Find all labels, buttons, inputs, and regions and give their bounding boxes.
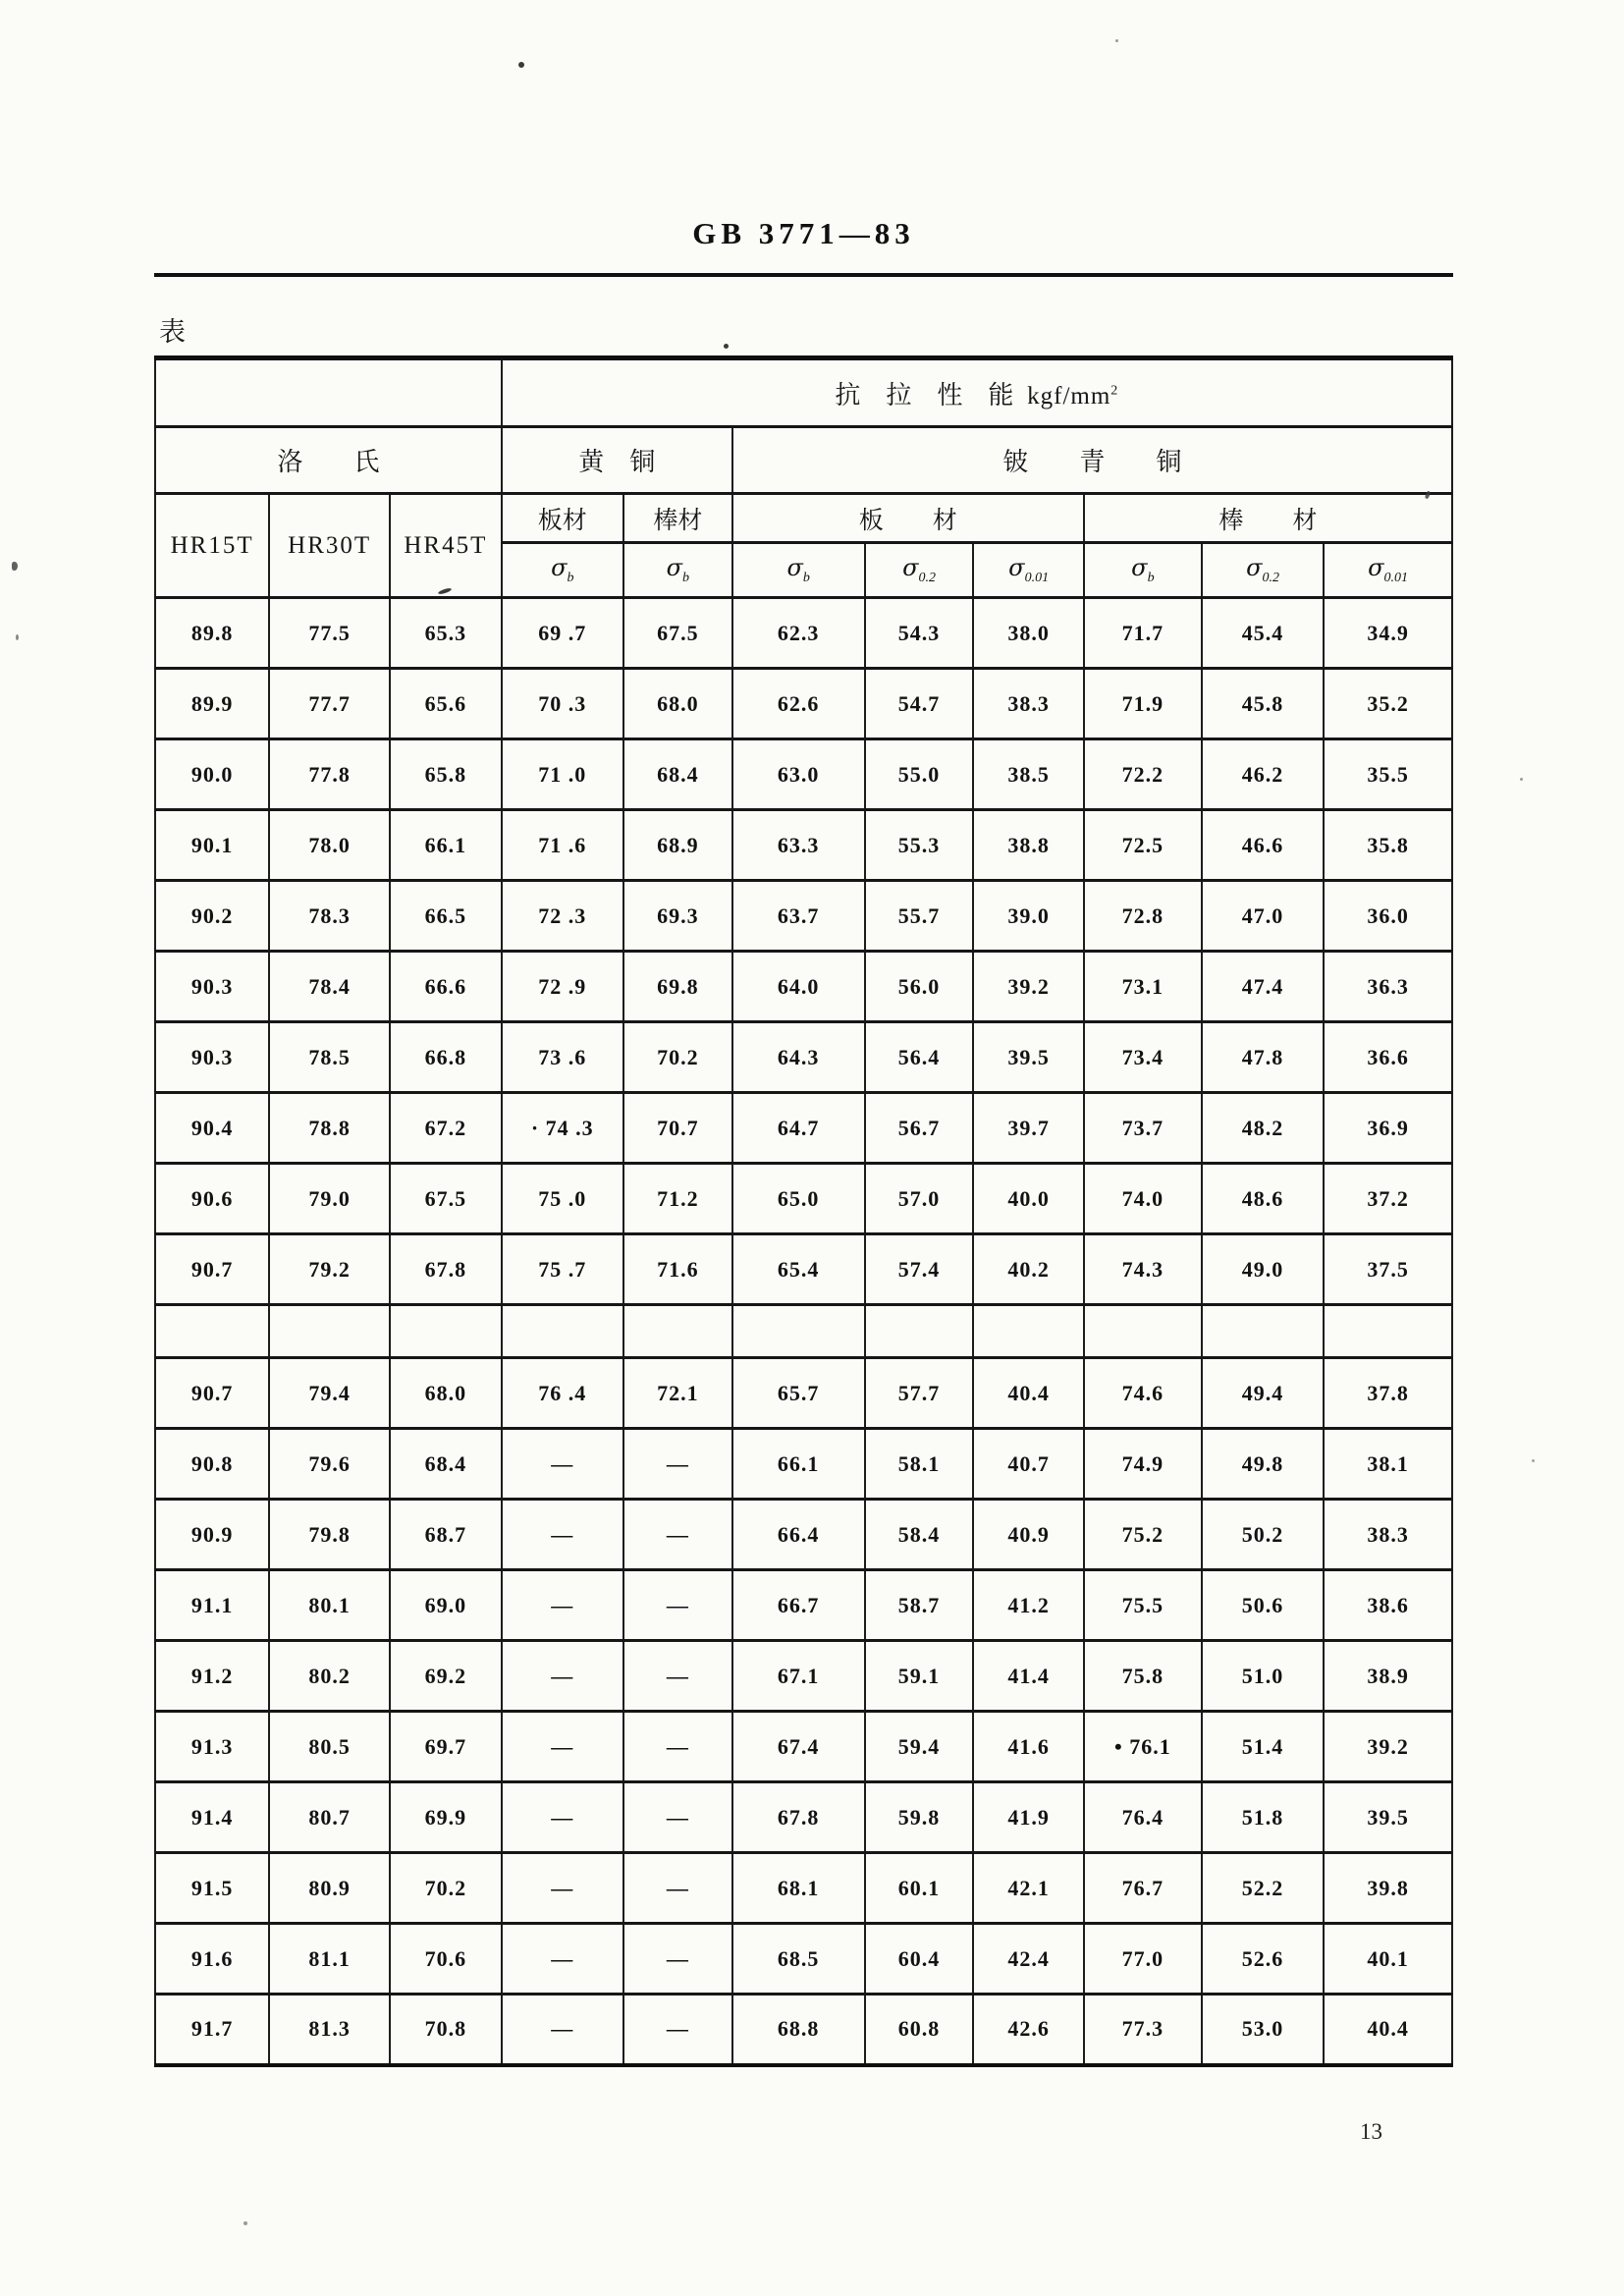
- table-cell: 65.7: [732, 1358, 865, 1429]
- table-cell: [865, 1305, 974, 1358]
- table-cell: 40.2: [973, 1234, 1083, 1305]
- table-cell: 36.6: [1324, 1022, 1452, 1093]
- table-cell: 65.6: [390, 669, 502, 739]
- table-cell: 38.1: [1324, 1429, 1452, 1500]
- header-sigma-brass-bar: σb: [623, 543, 732, 598]
- table-cell: 75.2: [1084, 1500, 1202, 1570]
- header-sigma-brass-sheet: σb: [502, 543, 623, 598]
- header-sigma-bronze-bar-b: σb: [1084, 543, 1202, 598]
- table-cell: 80.2: [269, 1641, 390, 1712]
- table-cell: 41.9: [973, 1782, 1083, 1853]
- table-cell: 41.2: [973, 1570, 1083, 1641]
- table-cell: 66.7: [732, 1570, 865, 1641]
- table-cell: 91.3: [155, 1712, 269, 1782]
- table-cell: —: [623, 1429, 732, 1500]
- scan-speck: [518, 62, 524, 68]
- table-row: [155, 1570, 1452, 1641]
- table-cell: 35.5: [1324, 739, 1452, 810]
- table-cell: 80.5: [269, 1712, 390, 1782]
- table-cell: —: [623, 1500, 732, 1570]
- table-cell: 47.4: [1202, 952, 1324, 1022]
- header-bronze-sheet: 板 材: [732, 494, 1084, 543]
- table-cell: 79.6: [269, 1429, 390, 1500]
- table-cell: 72.2: [1084, 739, 1202, 810]
- table-cell: 67.2: [390, 1093, 502, 1164]
- table-cell: 90.1: [155, 810, 269, 881]
- table-cell: 39.8: [1324, 1853, 1452, 1924]
- scan-speck: [1520, 778, 1523, 781]
- table-row: [155, 952, 1452, 1022]
- table-cell: [732, 1305, 865, 1358]
- table-cell: 70.2: [623, 1022, 732, 1093]
- table-cell: 35.2: [1324, 669, 1452, 739]
- table-cell: 38.8: [973, 810, 1083, 881]
- table-cell: 35.8: [1324, 810, 1452, 881]
- table-cell: 69.7: [390, 1712, 502, 1782]
- scan-speck: [244, 2221, 247, 2225]
- table-row: [155, 1641, 1452, 1712]
- table-cell: 75.5: [1084, 1570, 1202, 1641]
- table-cell: 68.7: [390, 1500, 502, 1570]
- table-cell: [973, 1305, 1083, 1358]
- hardness-tensile-table: [154, 355, 1453, 2067]
- table-cell: 47.0: [1202, 881, 1324, 952]
- table-cell: 38.9: [1324, 1641, 1452, 1712]
- table-cell: [1324, 1305, 1452, 1358]
- table-cell: 77.5: [269, 598, 390, 669]
- table-cell: 65.4: [732, 1234, 865, 1305]
- table-cell: 66.8: [390, 1022, 502, 1093]
- table-cell: 68.8: [732, 1995, 865, 2065]
- table-cell: —: [502, 1782, 623, 1853]
- table-cell: 91.4: [155, 1782, 269, 1853]
- table-cell: [155, 1305, 269, 1358]
- table-cell: —: [502, 1853, 623, 1924]
- table-cell: 56.7: [865, 1093, 974, 1164]
- header-row-3: [155, 494, 1452, 543]
- header-hr45t: HR45T: [390, 494, 502, 598]
- table-cell: 41.4: [973, 1641, 1083, 1712]
- table-cell: 65.3: [390, 598, 502, 669]
- table-cell: 74.9: [1084, 1429, 1202, 1500]
- table-cell: 57.7: [865, 1358, 974, 1429]
- header-hr15t: HR15T: [155, 494, 269, 598]
- header-empty-cell: [155, 358, 502, 427]
- table-cell: —: [502, 1429, 623, 1500]
- table-cell: 68.0: [390, 1358, 502, 1429]
- table-cell: 66.6: [390, 952, 502, 1022]
- scan-speck: [1532, 1459, 1535, 1462]
- table-cell: 70 .3: [502, 669, 623, 739]
- table-cell: 40.4: [973, 1358, 1083, 1429]
- table-cell: 71.6: [623, 1234, 732, 1305]
- scan-speck: [12, 562, 18, 571]
- header-beryllium-bronze: 铍 青 铜: [732, 427, 1452, 494]
- table-cell: 67.1: [732, 1641, 865, 1712]
- table-row: [155, 1022, 1452, 1093]
- table-cell: 57.0: [865, 1164, 974, 1234]
- table-cell: 79.2: [269, 1234, 390, 1305]
- table-cell: 50.2: [1202, 1500, 1324, 1570]
- table-cell: 73.7: [1084, 1093, 1202, 1164]
- table-cell: —: [502, 1500, 623, 1570]
- table-cell: [390, 1305, 502, 1358]
- table-cell: 52.6: [1202, 1924, 1324, 1995]
- table-cell: 72 .9: [502, 952, 623, 1022]
- table-cell: · 74 .3: [502, 1093, 623, 1164]
- table-row: [155, 1500, 1452, 1570]
- table-cell: 90.2: [155, 881, 269, 952]
- header-hr30t: HR30T: [269, 494, 390, 598]
- table-cell: 67.4: [732, 1712, 865, 1782]
- table-cell: 68.0: [623, 669, 732, 739]
- table-cell: —: [623, 1995, 732, 2065]
- table-cell: 65.0: [732, 1164, 865, 1234]
- table-cell: 39.2: [1324, 1712, 1452, 1782]
- table-cell: 76.7: [1084, 1853, 1202, 1924]
- table-cell: 60.4: [865, 1924, 974, 1995]
- table-cell: 37.2: [1324, 1164, 1452, 1234]
- table-cell: 69.2: [390, 1641, 502, 1712]
- table-cell: 67.8: [732, 1782, 865, 1853]
- table-cell: 90.4: [155, 1093, 269, 1164]
- table-cell: 76.4: [1084, 1782, 1202, 1853]
- table-cell: 91.7: [155, 1995, 269, 2065]
- header-row-1: [155, 358, 1452, 427]
- table-cell: 63.3: [732, 810, 865, 881]
- table-cell: 54.7: [865, 669, 974, 739]
- scan-speck: [724, 344, 729, 349]
- table-cell: 67.5: [390, 1164, 502, 1234]
- table-cell: 64.7: [732, 1093, 865, 1164]
- table-cell: 78.5: [269, 1022, 390, 1093]
- table-cell: 39.0: [973, 881, 1083, 952]
- tensile-unit: kgf/$mm^2$: [1027, 382, 1119, 410]
- table-cell: • 76.1: [1084, 1712, 1202, 1782]
- table-cell: 39.5: [973, 1022, 1083, 1093]
- table-row: [155, 1924, 1452, 1995]
- table-cell: —: [623, 1853, 732, 1924]
- table-cell: 79.0: [269, 1164, 390, 1234]
- table-cell: —: [623, 1570, 732, 1641]
- table-cell: 71.2: [623, 1164, 732, 1234]
- table-cell: 91.5: [155, 1853, 269, 1924]
- scan-speck: [1115, 39, 1118, 42]
- table-cell: 67.8: [390, 1234, 502, 1305]
- table-cell: 72.5: [1084, 810, 1202, 881]
- table-cell: 90.0: [155, 739, 269, 810]
- table-cell: 45.4: [1202, 598, 1324, 669]
- table-cell: 78.3: [269, 881, 390, 952]
- header-brass-sheet: 板材: [502, 494, 623, 543]
- table-row: [155, 1093, 1452, 1164]
- table-cell: 51.8: [1202, 1782, 1324, 1853]
- table-cell: 75 .7: [502, 1234, 623, 1305]
- table-cell: 71 .6: [502, 810, 623, 881]
- table-cell: [623, 1305, 732, 1358]
- table-cell: 80.7: [269, 1782, 390, 1853]
- table-cell: 91.6: [155, 1924, 269, 1995]
- header-sigma-bronze-sheet-b: σb: [732, 543, 865, 598]
- table-cell: 70.2: [390, 1853, 502, 1924]
- table-cell: 81.1: [269, 1924, 390, 1995]
- table-row: [155, 1164, 1452, 1234]
- table-cell: 64.0: [732, 952, 865, 1022]
- table-cell: 79.8: [269, 1500, 390, 1570]
- table-row: [155, 881, 1452, 952]
- table-cell: 71.9: [1084, 669, 1202, 739]
- table-cell: 69.9: [390, 1782, 502, 1853]
- table-cell: —: [623, 1782, 732, 1853]
- table-cell: 70.7: [623, 1093, 732, 1164]
- table-cell: 63.7: [732, 881, 865, 952]
- table-cell: 77.8: [269, 739, 390, 810]
- standard-number: GB 3771—83: [692, 216, 915, 250]
- table-cell: 91.1: [155, 1570, 269, 1641]
- table-cell: 77.0: [1084, 1924, 1202, 1995]
- table-cell: 65.8: [390, 739, 502, 810]
- table-cell: 90.3: [155, 952, 269, 1022]
- table-cell: 55.3: [865, 810, 974, 881]
- table-cell: —: [623, 1924, 732, 1995]
- table-cell: 37.8: [1324, 1358, 1452, 1429]
- table-row: [155, 1358, 1452, 1429]
- table-cell: 68.5: [732, 1924, 865, 1995]
- table-cell: 50.6: [1202, 1570, 1324, 1641]
- table-cell: 40.0: [973, 1164, 1083, 1234]
- spacer-row: [155, 1305, 1452, 1358]
- table-cell: 69 .7: [502, 598, 623, 669]
- table-cell: —: [502, 1712, 623, 1782]
- table-cell: 60.8: [865, 1995, 974, 2065]
- table-cell: 74.3: [1084, 1234, 1202, 1305]
- table-cell: 48.6: [1202, 1164, 1324, 1234]
- table-cell: 66.1: [732, 1429, 865, 1500]
- table-cell: 62.3: [732, 598, 865, 669]
- table-cell: 56.4: [865, 1022, 974, 1093]
- table-row: [155, 1234, 1452, 1305]
- table-cell: 54.3: [865, 598, 974, 669]
- table-cell: 63.0: [732, 739, 865, 810]
- table-cell: 66.1: [390, 810, 502, 881]
- table-cell: 89.8: [155, 598, 269, 669]
- table-cell: 52.2: [1202, 1853, 1324, 1924]
- table-cell: 90.8: [155, 1429, 269, 1500]
- table-cell: 90.6: [155, 1164, 269, 1234]
- table-cell: 80.1: [269, 1570, 390, 1641]
- table-cell: 73 .6: [502, 1022, 623, 1093]
- table-cell: 46.2: [1202, 739, 1324, 810]
- table-cell: 39.7: [973, 1093, 1083, 1164]
- table-cell: 80.9: [269, 1853, 390, 1924]
- header-brass: 黄 铜: [502, 427, 732, 494]
- table-cell: 56.0: [865, 952, 974, 1022]
- table-cell: 36.3: [1324, 952, 1452, 1022]
- table-cell: 36.0: [1324, 881, 1452, 952]
- header-brass-bar: 棒材: [623, 494, 732, 543]
- table-cell: 42.1: [973, 1853, 1083, 1924]
- table-cell: 57.4: [865, 1234, 974, 1305]
- table-row: [155, 1712, 1452, 1782]
- table-cell: 42.6: [973, 1995, 1083, 2065]
- header-row-2: [155, 427, 1452, 494]
- table-cell: 72 .3: [502, 881, 623, 952]
- table-cell: 73.4: [1084, 1022, 1202, 1093]
- table-cell: 68.4: [390, 1429, 502, 1500]
- table-cell: 77.3: [1084, 1995, 1202, 2065]
- table-cell: 73.1: [1084, 952, 1202, 1022]
- table-cell: 40.4: [1324, 1995, 1452, 2065]
- table-cell: —: [502, 1995, 623, 2065]
- table-cell: 51.0: [1202, 1641, 1324, 1712]
- table-cell: 71 .0: [502, 739, 623, 810]
- table-cell: 76 .4: [502, 1358, 623, 1429]
- scan-speck: [16, 634, 19, 640]
- table-cell: 53.0: [1202, 1995, 1324, 2065]
- table-cell: 78.8: [269, 1093, 390, 1164]
- header-sigma-bronze-sheet-001: σ0.01: [973, 543, 1083, 598]
- table-row: [155, 739, 1452, 810]
- table-cell: 66.5: [390, 881, 502, 952]
- table-cell: 68.4: [623, 739, 732, 810]
- table-cell: 34.9: [1324, 598, 1452, 669]
- table-cell: 46.6: [1202, 810, 1324, 881]
- table-cell: 70.6: [390, 1924, 502, 1995]
- table-row: [155, 1429, 1452, 1500]
- tensile-title-text: 抗 拉 性 能: [835, 380, 1014, 410]
- table-row: [155, 1995, 1452, 2065]
- table-cell: 75 .0: [502, 1164, 623, 1234]
- table-cell: 51.4: [1202, 1712, 1324, 1782]
- table-cell: —: [623, 1712, 732, 1782]
- table-cell: 38.5: [973, 739, 1083, 810]
- table-cell: 78.0: [269, 810, 390, 881]
- table-cell: 58.7: [865, 1570, 974, 1641]
- table-row: [155, 810, 1452, 881]
- table-cell: 58.1: [865, 1429, 974, 1500]
- header-rockwell: 洛 氏: [155, 427, 502, 494]
- table-cell: 74.6: [1084, 1358, 1202, 1429]
- header-tensile-properties: [502, 358, 1452, 427]
- table-cell: 89.9: [155, 669, 269, 739]
- table-cell: 40.1: [1324, 1924, 1452, 1995]
- header-sigma-bronze-sheet-02: σ0.2: [865, 543, 974, 598]
- table-cell: 49.0: [1202, 1234, 1324, 1305]
- table-cell: 36.9: [1324, 1093, 1452, 1164]
- table-cell: 40.7: [973, 1429, 1083, 1500]
- table-cell: 68.9: [623, 810, 732, 881]
- table-cell: 71.7: [1084, 598, 1202, 669]
- header-sigma-bronze-bar-001: σ0.01: [1324, 543, 1452, 598]
- table-row: [155, 598, 1452, 669]
- table-cell: 69.3: [623, 881, 732, 952]
- table-cell: 74.0: [1084, 1164, 1202, 1234]
- table-cell: 49.4: [1202, 1358, 1324, 1429]
- table-cell: [502, 1305, 623, 1358]
- table-cell: [269, 1305, 390, 1358]
- table-row: [155, 1853, 1452, 1924]
- table-cell: 90.9: [155, 1500, 269, 1570]
- table-row: [155, 669, 1452, 739]
- table-cell: 41.6: [973, 1712, 1083, 1782]
- table-cell: 81.3: [269, 1995, 390, 2065]
- table-cell: 38.3: [973, 669, 1083, 739]
- table-cell: 38.6: [1324, 1570, 1452, 1641]
- table-cell: 59.8: [865, 1782, 974, 1853]
- table-cell: 39.2: [973, 952, 1083, 1022]
- table-cell: 66.4: [732, 1500, 865, 1570]
- table-cell: 90.3: [155, 1022, 269, 1093]
- table-cell: 64.3: [732, 1022, 865, 1093]
- table-cell: 48.2: [1202, 1093, 1324, 1164]
- table-cell: 62.6: [732, 669, 865, 739]
- table-cell: [1202, 1305, 1324, 1358]
- table-cell: —: [502, 1641, 623, 1712]
- table-label: 表: [159, 317, 186, 347]
- table-cell: —: [623, 1641, 732, 1712]
- table-cell: 79.4: [269, 1358, 390, 1429]
- table-cell: 38.0: [973, 598, 1083, 669]
- page-number: 13: [1360, 2119, 1382, 2144]
- table-cell: 78.4: [269, 952, 390, 1022]
- table-cell: —: [502, 1924, 623, 1995]
- table-cell: 40.9: [973, 1500, 1083, 1570]
- table-cell: —: [502, 1570, 623, 1641]
- table-cell: 55.7: [865, 881, 974, 952]
- table-cell: 60.1: [865, 1853, 974, 1924]
- table-cell: 59.4: [865, 1712, 974, 1782]
- table-cell: [1084, 1305, 1202, 1358]
- table-cell: 90.7: [155, 1234, 269, 1305]
- table-cell: 72.1: [623, 1358, 732, 1429]
- table-cell: 90.7: [155, 1358, 269, 1429]
- table-cell: 72.8: [1084, 881, 1202, 952]
- table-cell: 75.8: [1084, 1641, 1202, 1712]
- table-row: [155, 1782, 1452, 1853]
- table-cell: 69.8: [623, 952, 732, 1022]
- table-cell: 59.1: [865, 1641, 974, 1712]
- table-cell: 45.8: [1202, 669, 1324, 739]
- table-cell: 49.8: [1202, 1429, 1324, 1500]
- table-cell: 70.8: [390, 1995, 502, 2065]
- table-cell: 47.8: [1202, 1022, 1324, 1093]
- table-cell: 91.2: [155, 1641, 269, 1712]
- title-rule: [154, 273, 1453, 277]
- table-cell: 69.0: [390, 1570, 502, 1641]
- table-cell: 68.1: [732, 1853, 865, 1924]
- table-cell: 39.5: [1324, 1782, 1452, 1853]
- table-cell: 58.4: [865, 1500, 974, 1570]
- table-cell: 55.0: [865, 739, 974, 810]
- header-bronze-bar: 棒 材: [1084, 494, 1452, 543]
- table-cell: 42.4: [973, 1924, 1083, 1995]
- table-cell: 37.5: [1324, 1234, 1452, 1305]
- table-cell: 67.5: [623, 598, 732, 669]
- header-sigma-bronze-bar-02: σ0.2: [1202, 543, 1324, 598]
- table-cell: 77.7: [269, 669, 390, 739]
- table-cell: 38.3: [1324, 1500, 1452, 1570]
